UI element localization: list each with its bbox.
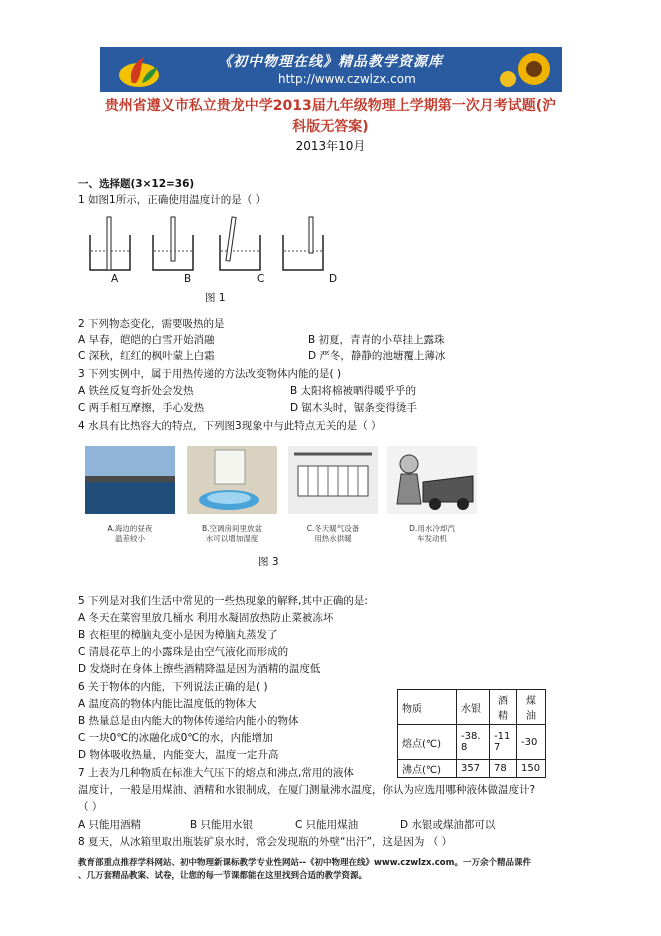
table-cell: -11 7 (490, 725, 517, 760)
question-1-stem: 1 如图1所示，正确使用温度计的是（ ） (78, 194, 267, 206)
footer-line-2: 、几万套精品教案、试卷，让您的每一节课都能在这里找到合适的教学资源。 (78, 871, 368, 881)
document-title-line1: 贵州省遵义市私立贵龙中学2013届九年级物理上学期第一次月考试题(沪 (104, 98, 557, 114)
site-logo-icon (114, 53, 164, 89)
table-row (398, 725, 546, 760)
question-2-option-b: B 初夏，青青的小草挂上露珠 (308, 334, 445, 346)
photo-car-engine (387, 446, 477, 514)
question-4-stem: 4 水具有比热容大的特点，下列图3现象中与此特点无关的是（ ） (78, 420, 382, 432)
photo-aircon-room (187, 446, 277, 514)
banner-title: 《初中物理在线》精品教学资源库 (218, 54, 443, 70)
question-5-option-d: D 发烧时在身体上擦些酒精降温是因为酒精的温度低 (78, 663, 321, 675)
figure-3-caption-c: C.冬天暖气设备 用热水供暖 (306, 524, 360, 543)
banner-url[interactable]: http://www.czwlzx.com (278, 72, 416, 86)
page-footer (78, 857, 598, 883)
table-cell: 150 (517, 760, 546, 778)
beaker-b (153, 217, 193, 270)
photo-radiator (288, 446, 378, 514)
question-3-option-b: B 太阳将棉被晒得暖乎乎的 (290, 385, 417, 397)
photo-seaside (85, 446, 175, 514)
figure-3-caption-a: A.海边的昼夜 温差较小 (107, 524, 153, 543)
question-3-option-d: D 锯木头时，锯条变得烫手 (290, 402, 417, 414)
beaker-d (283, 217, 323, 270)
question-5-stem: 5 下列是对我们生活中常见的一些热现象的解释,其中正确的是: (78, 595, 368, 607)
question-6-option-b: B 热量总是由内能大的物体传递给内能小的物体 (78, 715, 299, 727)
figure-1-label-c: C (257, 273, 265, 285)
question-6-option-d: D 物体吸收热量，内能变大，温度一定升高 (78, 749, 279, 761)
table-header-cell: 物质 (398, 690, 457, 725)
question-7-option-c: C 只能用煤油 (295, 819, 359, 831)
figure-3-caption-d: D.用水冷却汽 车发动机 (409, 524, 455, 543)
question-7-stem-line2: 温度计，一般是用煤油、酒精和水银制成，在厦门测量沸水温度，你认为应选用哪种液体做温度计? (78, 784, 536, 796)
question-3-option-c: C 两手相互摩擦，手心发热 (78, 402, 205, 414)
question-5-option-b: B 衣柜里的樟脑丸变小是因为樟脑丸蒸发了 (78, 629, 278, 641)
figure-1-label-a: A (111, 273, 119, 285)
document-title-line2: 科版无答案) (292, 119, 369, 135)
footer-line-1: 教育部重点推荐学科网站、初中物理新课标教学专业性网站--《初中物理在线》www.czwlzx.com。一万余个精品课件 (78, 858, 531, 868)
table-header-cell: 水银 (457, 690, 490, 725)
table-row (398, 760, 546, 778)
sunflower-icon (496, 49, 556, 89)
figure-3-caption-b: B.空调房间里放盆 水可以增加湿度 (201, 524, 263, 543)
question-7-stem-line1: 7 上表为几种物质在标准大气压下的熔点和沸点,常用的液体 (78, 767, 354, 779)
figure-1-label-d: D (329, 273, 338, 285)
table-cell: -38. 8 (457, 725, 490, 760)
table-cell: -30 (517, 725, 546, 760)
table-cell: 78 (490, 760, 517, 778)
beaker-c (220, 217, 260, 270)
question-3-option-a: A 铁丝反复弯折处会发热 (78, 385, 194, 397)
question-2-option-a: A 早春，皑皑的白雪开始消融 (78, 334, 215, 346)
question-7-option-a: A 只能用酒精 (78, 819, 142, 831)
table-row-label: 沸点(℃) (398, 760, 457, 778)
site-banner (100, 47, 562, 92)
question-2-option-c: C 深秋，红红的枫叶蒙上白霜 (78, 350, 215, 362)
question-8-stem: 8 夏天，从冰箱里取出瓶装矿泉水时，常会发现瓶的外壁“出汗”，这是因为 （ ） (78, 836, 453, 848)
question-7-option-b: B 只能用水银 (190, 819, 254, 831)
figure-1-label-b: B (184, 273, 192, 285)
figure-3-caption: 图 3 (258, 556, 279, 568)
melting-boiling-point-table (397, 689, 546, 778)
question-7-option-d: D 水银或煤油都可以 (400, 819, 496, 831)
question-3-stem: 3 下列实例中，属于用热传递的方法改变物体内能的是( ) (78, 368, 342, 380)
figure-3 (85, 446, 470, 566)
question-7-paren: （ ） (78, 801, 103, 813)
table-cell: 357 (457, 760, 490, 778)
question-6-option-a: A 温度高的物体内能比温度低的物体大 (78, 698, 257, 710)
question-6-option-c: C 一块0℃的冰融化成0℃的水，内能增加 (78, 732, 273, 744)
question-6-stem: 6 关于物体的内能，下列说法正确的是( ) (78, 681, 268, 693)
section-heading: 一、选择题(3×12=36) (78, 178, 195, 190)
table-header-row (398, 690, 546, 725)
question-2-stem: 2 下列物态变化，需要吸热的是 (78, 318, 225, 330)
document-title (60, 96, 601, 138)
table-row-label: 熔点(℃) (398, 725, 457, 760)
table-header-cell: 煤 油 (517, 690, 546, 725)
question-5-option-c: C 清晨花草上的小露珠是由空气液化而形成的 (78, 646, 289, 658)
question-5-option-a: A 冬天在菜窖里放几桶水 利用水凝固放热防止菜被冻坏 (78, 612, 334, 624)
figure-1-caption: 图 1 (205, 292, 226, 304)
question-2-option-d: D 严冬，静静的池塘覆上薄冰 (308, 350, 446, 362)
table-header-cell: 酒 精 (490, 690, 517, 725)
beaker-a (90, 217, 130, 270)
document-date: 2013年10月 (295, 139, 366, 153)
